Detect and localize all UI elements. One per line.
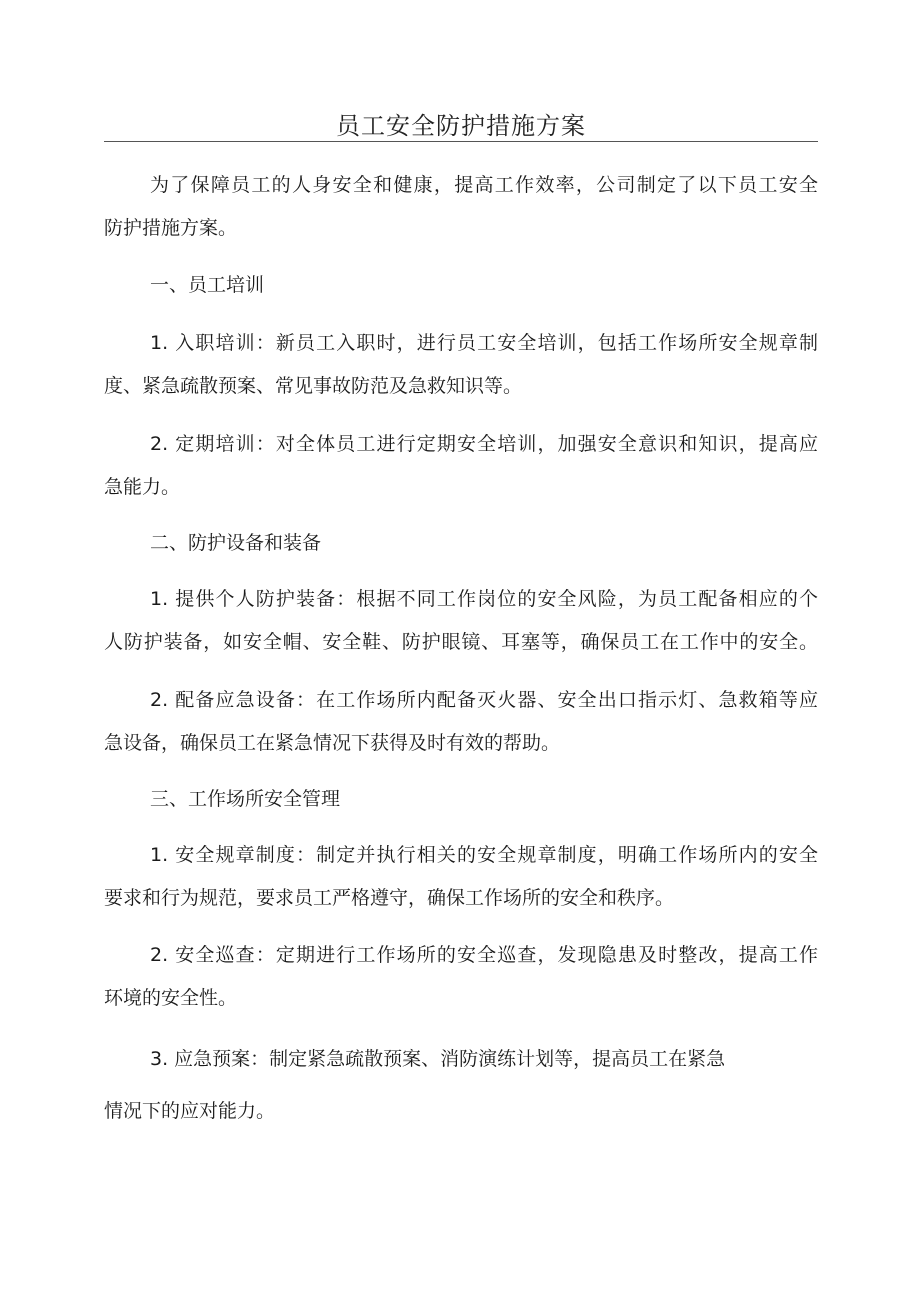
paragraph-line: 2. 定期培训：对全体员工进行定期安全培训，加强安全意识和知识，提高应 (150, 433, 818, 455)
section-heading: 三、工作场所安全管理 (150, 788, 341, 810)
paragraph-line: 1. 安全规章制度：制定并执行相关的安全规章制度，明确工作场所内的安全 (150, 844, 818, 866)
paragraph-line: 2. 安全巡查：定期进行工作场所的安全巡查，发现隐患及时整改，提高工作 (150, 944, 818, 966)
paragraph-line: 为了保障员工的人身安全和健康，提高工作效率，公司制定了以下员工安全 (150, 174, 818, 196)
title-underline (104, 141, 818, 142)
document-title: 员工安全防护措施方案 (336, 112, 586, 140)
paragraph-line: 1. 入职培训：新员工入职时，进行员工安全培训，包括工作场所安全规章制 (150, 332, 818, 354)
section-heading: 一、员工培训 (150, 274, 265, 296)
paragraph-line: 环境的安全性。 (104, 987, 238, 1009)
paragraph-line: 急能力。 (104, 476, 181, 498)
paragraph-line: 3. 应急预案：制定紧急疏散预案、消防演练计划等，提高员工在紧急 (150, 1048, 726, 1070)
paragraph-line: 度、紧急疏散预案、常见事故防范及急救知识等。 (104, 375, 523, 397)
paragraph-line: 人防护装备，如安全帽、安全鞋、防护眼镜、耳塞等，确保员工在工作中的安全。 (104, 631, 818, 653)
paragraph-line: 2. 配备应急设备：在工作场所内配备灭火器、安全出口指示灯、急救箱等应 (150, 689, 818, 711)
paragraph-line: 防护措施方案。 (104, 217, 238, 239)
section-heading: 二、防护设备和装备 (150, 532, 322, 554)
paragraph-line: 情况下的应对能力。 (104, 1100, 276, 1122)
paragraph-line: 1. 提供个人防护装备：根据不同工作岗位的安全风险，为员工配备相应的个 (150, 588, 818, 610)
paragraph-line: 急设备，确保员工在紧急情况下获得及时有效的帮助。 (104, 732, 561, 754)
paragraph-line: 要求和行为规范，要求员工严格遵守，确保工作场所的安全和秩序。 (104, 887, 675, 909)
